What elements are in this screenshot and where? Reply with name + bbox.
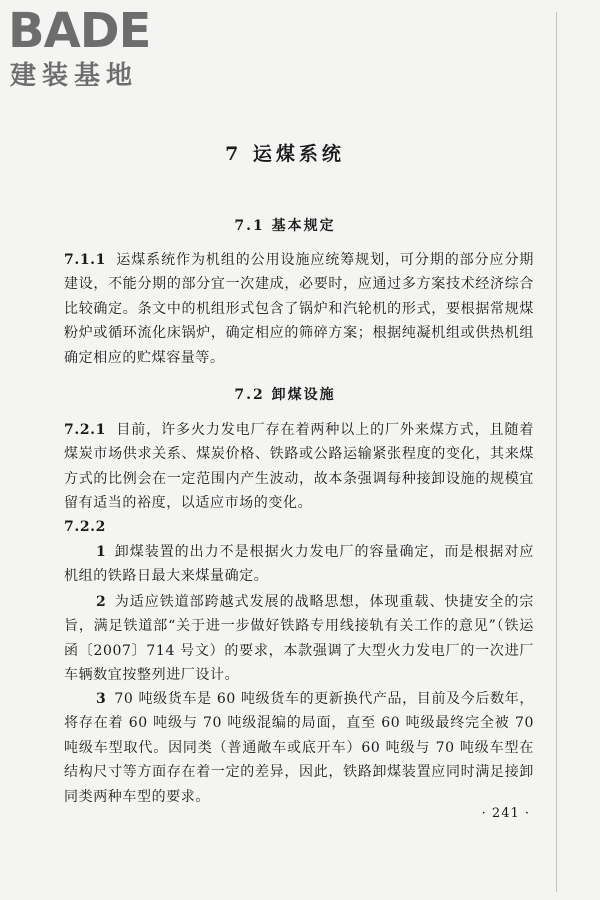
chapter-title: 7 运煤系统 (225, 143, 345, 165)
clause-number: 7.2.2 (64, 519, 106, 535)
item-text: 卸煤装置的出力不是根据火力发电厂的容量确定，而是根据对应机组的铁路日最大来煤量确定。 (64, 544, 534, 585)
clause-text: 运煤系统作为机组的公用设施应统筹规划，可分期的部分应分期建设，不能分期的部分宜一次建成，必要时，应通过多方案技术经济综合比较确定。条文中的机组形式包含了锅炉和汽轮机的形式，要根据常规煤粉炉或循环流化床锅炉，确定相应的筛碎方案；根据纯凝机组或供热机组确定相应的贮煤容量等。 (64, 252, 534, 366)
logo-wordmark: BADE (8, 3, 151, 59)
clause-item-1 (64, 540, 534, 589)
page-number: · 241 · (481, 806, 530, 821)
item-number: 3 (96, 691, 107, 707)
section-title-7-2: 7.2 卸煤设施 (234, 387, 336, 403)
item-text: 70 吨级货车是 60 吨级货车的更新换代产品，目前及今后数年，将存在着 60 吨级与 70 吨级混编的局面，直至 60 吨级最终完全被 70 吨级车型取代。因同类（普通敞车或底开车）60 吨级与 70 吨级车型在结构尺寸等方面存在着一定的差异，因此，铁路卸煤装置应同时满足接卸同类两种车型的要求。 (64, 691, 534, 805)
bade-logo (8, 4, 183, 96)
clause-7-2-1 (64, 418, 534, 516)
item-number: 1 (96, 544, 107, 560)
clause-7-1-1 (64, 248, 534, 370)
clause-number: 7.2.1 (64, 422, 106, 438)
section-title-7-1: 7.1 基本规定 (234, 218, 336, 234)
clause-item-2 (64, 590, 534, 688)
item-number: 2 (96, 594, 107, 610)
clause-text: 目前，许多火力发电厂存在着两种以上的厂外来煤方式，且随着煤炭市场供求关系、煤炭价格、铁路或公路运输紧张程度的变化，其来煤方式的比例会在一定范围内产生波动，故本条强调每种接卸设施的规模宜留有适当的裕度，以适应市场的变化。 (64, 422, 534, 512)
clause-item-3 (64, 687, 534, 809)
item-text: 为适应铁道部跨越式发展的战略思想，体现重载、快捷安全的宗旨，满足铁道部“关于进一步做好铁路专用线接轨有关工作的意见”（铁运函〔2007〕714 号文）的要求，本款强调了大型火力发电厂的一次进厂车辆数宜按整列进厂设计。 (64, 594, 534, 684)
clause-7-2-2 (64, 515, 534, 539)
logo-subtitle: 建装基地 (10, 61, 139, 91)
clause-number: 7.1.1 (64, 252, 106, 268)
